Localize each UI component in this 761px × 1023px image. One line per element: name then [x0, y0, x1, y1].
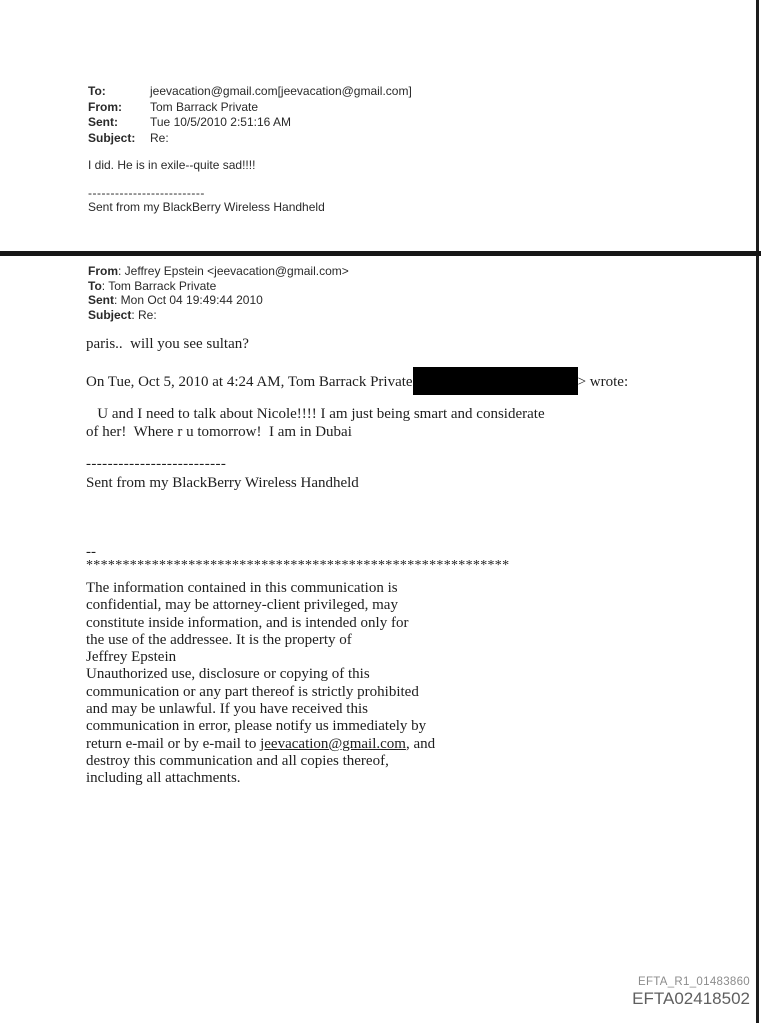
quoted-header-row-subject: [88, 308, 349, 323]
notice-line: communication or any part thereof is strictly prohibited: [86, 683, 419, 700]
notice-line-with-link: [86, 736, 435, 753]
email-top-signature: Sent from my BlackBerry Wireless Handheld: [88, 200, 325, 214]
header-row-to: [88, 84, 412, 100]
subject-label: Subject:: [88, 130, 136, 145]
page-right-edge-scan-line: [756, 0, 759, 1023]
header-row-from: [88, 100, 412, 116]
quoted-subject-value: : Re:: [131, 307, 157, 322]
email-address-link: jeevacation@gmail.com: [260, 735, 406, 752]
notice-line: communication in error, please notify us immediately by: [86, 718, 427, 735]
quoted-subject-label: Subject: [88, 307, 132, 322]
quoted-header-row-from: [88, 264, 349, 279]
notice-line: including all attachments.: [86, 770, 241, 787]
subject-value: Re:: [150, 130, 169, 145]
quoted-signature: Sent from my BlackBerry Wireless Handheld: [86, 475, 359, 491]
quote-attribution-pre: On Tue, Oct 5, 2010 at 4:24 AM, Tom Barrack Private: [86, 374, 413, 390]
email-thread-separator-bar: [0, 251, 761, 256]
sent-label: Sent:: [88, 115, 118, 130]
confidentiality-notice: [86, 580, 435, 788]
notice-link-pre: return e-mail or by e-mail to: [86, 735, 261, 752]
email-top-body-text: I did. He is in exile--quite sad!!!!: [88, 158, 256, 172]
quoted-sent-value: : Mon Oct 04 19:49:44 2010: [114, 293, 263, 308]
quoted-sent-label: Sent: [88, 293, 115, 308]
bates-number-large: EFTA02418502: [632, 989, 750, 1008]
quoted-to-value: : Tom Barrack Private: [101, 278, 217, 293]
sent-value: Tue 10/5/2010 2:51:16 AM: [150, 115, 291, 130]
quoted-from-label: From: [88, 264, 118, 278]
from-label: From:: [88, 99, 122, 114]
notice-line: and may be unlawful. If you have received this: [86, 701, 368, 718]
notice-line: constitute inside information, and is intended only for: [86, 614, 409, 631]
notice-line: the use of the addressee. It is the property of: [86, 631, 352, 648]
header-row-subject: [88, 131, 412, 147]
email-top-header: [88, 84, 412, 146]
notice-link-post: , and: [405, 735, 436, 752]
email-quoted-header: [88, 264, 349, 322]
quote-attribution-post: > wrote:: [577, 374, 629, 390]
quoted-reply-line-2: of her! Where r u tomorrow! I am in Dubai: [86, 424, 352, 440]
from-value: Tom Barrack Private: [150, 99, 259, 114]
quoted-header-row-sent: [88, 293, 349, 308]
quoted-body-text: paris.. will you see sultan?: [86, 336, 249, 352]
notice-line: destroy this communication and all copies thereof,: [86, 752, 389, 769]
redaction-box: [413, 367, 578, 395]
notice-line: The information contained in this communication is: [86, 580, 398, 596]
signature-separator: --: [86, 544, 96, 560]
notice-line: confidential, may be attorney-client privileged, may: [86, 597, 398, 614]
email-top-signature-divider: --------------------------: [88, 186, 205, 200]
to-value: jeevacation@gmail.com[jeevacation@gmail.com]: [150, 84, 412, 98]
quote-attribution-line: [86, 367, 628, 397]
quoted-signature-divider: --------------------------: [86, 456, 227, 472]
quoted-to-label: To: [88, 278, 102, 293]
bates-number-small: EFTA_R1_01483860: [638, 976, 750, 988]
notice-line: Unauthorized use, disclosure or copying of this: [86, 666, 370, 683]
header-row-sent: [88, 115, 412, 131]
to-label: To:: [88, 84, 106, 98]
asterisk-divider-line: **********************************************************: [86, 558, 510, 573]
quoted-reply-line-1: U and I need to talk about Nicole!!!! I am just being smart and considerate: [86, 406, 545, 422]
quoted-from-value: : Jeffrey Epstein <jeevacation@gmail.com>: [118, 264, 349, 278]
quoted-header-row-to: [88, 279, 349, 294]
notice-line: Jeffrey Epstein: [86, 649, 177, 666]
